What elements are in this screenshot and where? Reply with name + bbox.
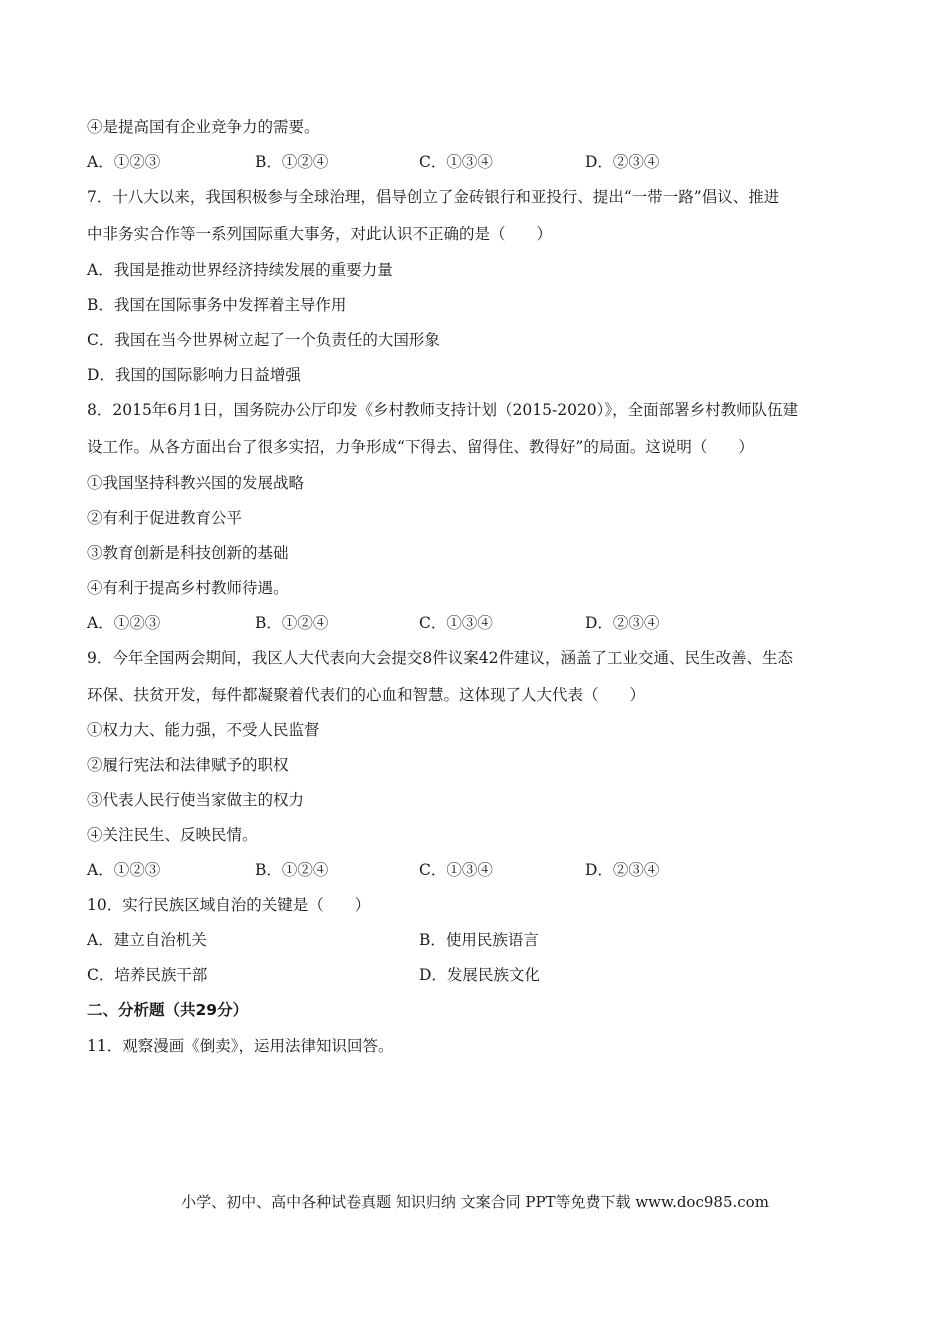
page-footer: 小学、初中、高中各种试卷真题 知识归纳 文案合同 PPT等免费下载 www.doc985.com [181, 1193, 769, 1211]
q8-option-b: B．①②④ [255, 614, 329, 632]
q6-item-4: ④是提高国有企业竞争力的需要。 [87, 118, 320, 136]
q8-item-1: ①我国坚持科教兴国的发展战略 [87, 474, 305, 492]
q10-option-a: A．建立自治机关 [87, 931, 207, 949]
q8-option-a: A．①②③ [87, 614, 161, 632]
q7-stem-line-1: 7．十八大以来，我国积极参与全球治理，倡导创立了金砖银行和亚投行、提出“一带一路”倡议、推进 [87, 188, 780, 206]
q8-options [87, 613, 867, 633]
q7-option-a: A．我国是推动世界经济持续发展的重要力量 [87, 261, 393, 279]
q8-stem-line-1: 8．2015年6月1日，国务院办公厅印发《乡村教师支持计划（2015-2020）》，全面部署乡村教师队伍建 [87, 401, 799, 419]
q7-option-c: C．我国在当今世界树立起了一个负责任的大国形象 [87, 331, 440, 349]
q9-stem-line-2: 环保、扶贫开发，每件都凝聚着代表们的心血和智慧。这体现了人大代表（ ） [87, 686, 646, 704]
q10-options-row-1 [87, 930, 867, 950]
section-2-heading: 二、分析题（共29分） [87, 1001, 249, 1019]
q9-item-4: ④关注民生、反映民情。 [87, 826, 258, 844]
q7-stem-line-2: 中非务实合作等一系列国际重大事务，对此认识不正确的是（ ） [87, 225, 553, 243]
q6-option-b: B．①②④ [255, 153, 329, 171]
q9-option-d: D．②③④ [585, 861, 660, 879]
q6-option-c: C．①③④ [419, 153, 493, 171]
q9-stem-line-1: 9．今年全国两会期间，我区人大代表向大会提交8件议案42件建议，涵盖了工业交通、民生改善、生态 [87, 649, 793, 667]
q6-option-d: D．②③④ [585, 153, 660, 171]
q8-item-4: ④有利于提高乡村教师待遇。 [87, 579, 289, 597]
q7-option-b: B．我国在国际事务中发挥着主导作用 [87, 296, 347, 314]
q7-option-d: D．我国的国际影响力日益增强 [87, 366, 301, 384]
q11-stem: 11．观察漫画《倒卖》，运用法律知识回答。 [87, 1037, 394, 1055]
q6-options [87, 152, 867, 172]
q9-options [87, 860, 867, 880]
q10-option-d: D．发展民族文化 [419, 966, 540, 984]
q9-option-b: B．①②④ [255, 861, 329, 879]
q10-option-b: B．使用民族语言 [419, 931, 539, 949]
q9-option-a: A．①②③ [87, 861, 161, 879]
q8-item-3: ③教育创新是科技创新的基础 [87, 544, 289, 562]
q8-option-c: C．①③④ [419, 614, 493, 632]
q9-item-1: ①权力大、能力强，不受人民监督 [87, 721, 320, 739]
q9-option-c: C．①③④ [419, 861, 493, 879]
q10-stem: 10．实行民族区域自治的关键是（ ） [87, 896, 371, 914]
q8-item-2: ②有利于促进教育公平 [87, 509, 243, 527]
q8-stem-line-2: 设工作。从各方面出台了很多实招，力争形成“下得去、留得住、教得好”的局面。这说明（ ） [87, 438, 754, 456]
q9-item-3: ③代表人民行使当家做主的权力 [87, 791, 305, 809]
q9-item-2: ②履行宪法和法律赋予的职权 [87, 756, 289, 774]
q8-option-d: D．②③④ [585, 614, 660, 632]
q6-option-a: A．①②③ [87, 153, 161, 171]
q10-option-c: C．培养民族干部 [87, 966, 208, 984]
q10-options-row-2 [87, 965, 867, 985]
